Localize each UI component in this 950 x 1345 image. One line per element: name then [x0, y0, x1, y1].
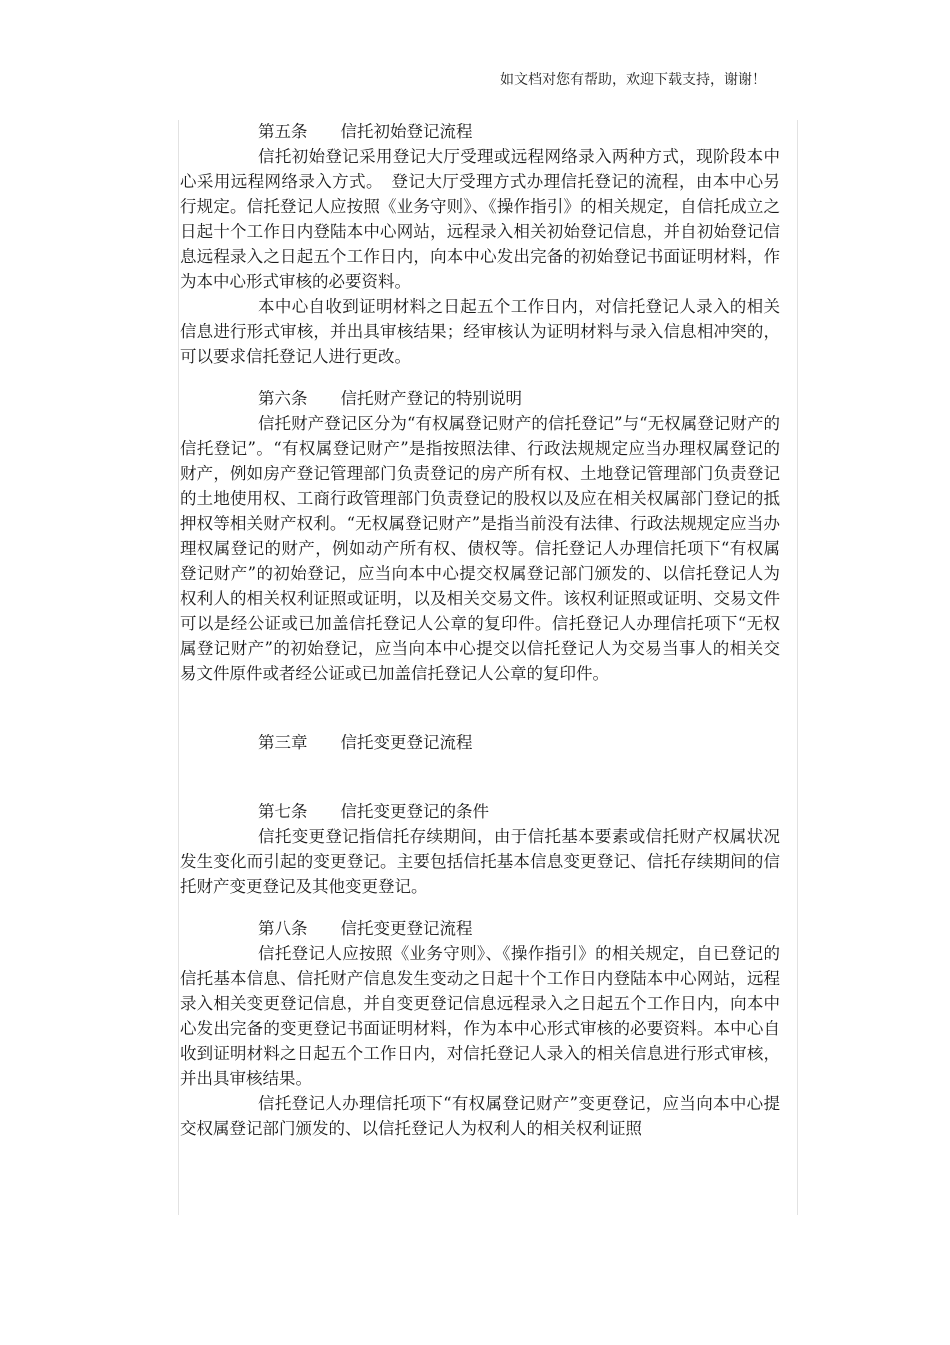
article-5-paragraph-2: 本中心自收到证明材料之日起五个工作日内，对信托登记人录入的相关信息进行形式审核，并出具审核结果；经审核认为证明材料与录入信息相冲突的，可以要求信托登记人进行更改。 — [180, 297, 780, 366]
article-6-paragraph-1: 信托财产登记区分为“有权属登记财产的信托登记”与“无权属登记财产的信托登记”。“有权属登记财产”是指按照法律、行政法规规定应当办理权属登记的财产，例如房产登记管理部门负责登记的房产所有权、土地登记管理部门负责登记的土地使用权、工商行政管理部门负责登记的股权以及应在相关权属部门登记的抵押权等相关财产权利。“无权属登记财产”是指当前没有法律、行政法规规定应当办理权属登记的财产，例如动产所有权、债权等。信托登记人办理信托项下“有权属登记财产”的初始登记，应当向本中心提交权属登记部门颁发的、以信托登记人为权利人的相关权利证照或证明，以及相关交易文件。该权利证照或证明、交易文件可以是经公证或已加盖信托登记人公章的复印件。信托登记人办理信托项下“无权属登记财产”的初始登记，应当向本中心提交以信托登记人为交易当事人的相关交易文件原件或者经公证或已加盖信托登记人公章的复印件。 — [180, 414, 780, 683]
article-6-title: 第六条 信托财产登记的特别说明 — [258, 389, 522, 408]
document-body — [180, 119, 780, 1141]
article-8-paragraph-2: 信托登记人办理信托项下“有权属登记财产”变更登记，应当向本中心提交权属登记部门颁发的、以信托登记人为权利人的相关权利证照 — [180, 1094, 780, 1138]
article-5-title: 第五条 信托初始登记流程 — [258, 122, 473, 141]
article-8-paragraph-1: 信托登记人应按照《业务守则》、《操作指引》的相关规定，自已登记的信托基本信息、信托财产信息发生变动之日起十个工作日内登陆本中心网站，远程录入相关变更登记信息，并自变更登记信息远程录入之日起五个工作日内，向本中心发出完备的变更登记书面证明材料，作为本中心形式审核的必要资料。本中心自收到证明材料之日起五个工作日内，对信托登记人录入的相关信息进行形式审核，并出具审核结果。 — [180, 944, 780, 1088]
page-border-left — [178, 120, 179, 1215]
article-8-title: 第八条 信托变更登记流程 — [258, 919, 473, 938]
article-7-paragraph-1: 信托变更登记指信托存续期间，由于信托基本要素或信托财产权属状况发生变化而引起的变更登记。主要包括信托基本信息变更登记、信托存续期间的信托财产变更登记及其他变更登记。 — [180, 827, 780, 896]
article-7-title: 第七条 信托变更登记的条件 — [258, 802, 489, 821]
page-border-right — [797, 120, 798, 1215]
chapter-3-title: 第三章 信托变更登记流程 — [258, 733, 473, 752]
page-header-note: 如文档对您有帮助，欢迎下载支持，谢谢！ — [500, 72, 766, 88]
article-5-paragraph-1: 信托初始登记采用登记大厅受理或远程网络录入两种方式，现阶段本中心采用远程网络录入方式。 登记大厅受理方式办理信托登记的流程，由本中心另行规定。信托登记人应按照《业务守则》、《操作指引》的相关规定，自信托成立之日起十个工作日内登陆本中心网站，远程录入相关初始登记信息，并自初始登记信息远程录入之日起五个工作日内，向本中心发出完备的初始登记书面证明材料，作为本中心形式审核的必要资料。 — [180, 147, 780, 291]
